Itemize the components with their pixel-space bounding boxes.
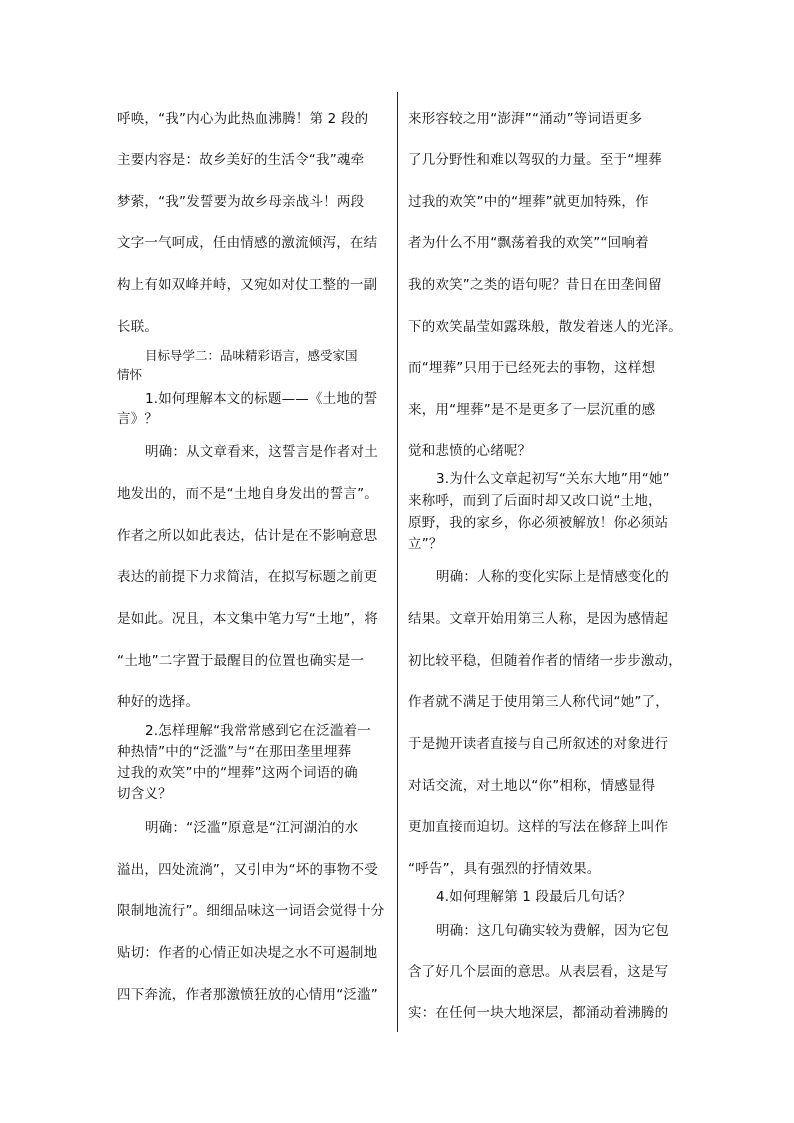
question-line: 立”？ [408, 536, 443, 552]
column-divider [397, 92, 398, 1032]
text-line: 地发出的，而不是“土地自身发出的誓言”。 [117, 486, 378, 502]
text-line: 是如此。况且，本文集中笔力写“土地”，将 [117, 611, 378, 627]
text-line: 明确：从文章看来，这誓言是作者对土 [145, 444, 378, 460]
question-line: 2.怎样理解“我常常感到它在泛滥着一 [145, 723, 371, 739]
text-line: 下的欢笑晶莹如露珠般，散发着迷人的光泽。 [408, 319, 682, 335]
question-line: 来称呼，而到了后面时却又改口说“土地， [408, 493, 662, 509]
text-line: 构上有如双峰并峙，又宛如对仗工整的一副 [117, 277, 378, 293]
text-line: 呼唤，“我”内心为此热血沸腾！第 2 段的 [117, 111, 369, 127]
text-line: 了几分野性和难以驾驭的力量。至于“埋葬 [408, 152, 662, 168]
text-line: 过我的欢笑”中的“埋葬”就更加特殊，作 [408, 194, 649, 210]
text-line: 明确：“泛滥”原意是“江河湖泊的水 [145, 820, 359, 836]
text-line: 作者之所以如此表达，估计是在不影响意思 [117, 528, 378, 544]
text-line: 贴切：作者的心情正如决堤之水不可遏制地 [117, 945, 378, 961]
text-line: “土地”二字置于最醒目的位置也确实是一 [117, 653, 365, 669]
text-line: 文字一气呵成，任由情感的激流倾泻，在结 [117, 235, 378, 251]
question-line: 种热情”中的“泛滥”与“在那田垄里埋葬 [117, 744, 352, 760]
text-line: 限制地流行”。细细品味这一词语会觉得十分 [117, 903, 385, 919]
text-line: 我的欢笑”之类的语句呢？昔日在田垄间留 [408, 277, 662, 293]
text-line: 主要内容是：故乡美好的生活令“我”魂牵 [117, 152, 365, 168]
text-line: 作者就不满足于使用第三人称代词“她”了， [408, 694, 669, 710]
text-line: 明确：这几句确实较为费解，因为它包 [436, 923, 669, 939]
text-line: 四下奔流，作者那激愤狂放的心情用“泛滥” [117, 987, 378, 1003]
text-line: 来，用“埋葬”是不是更多了一层沉重的感 [408, 402, 656, 418]
text-line: 于是抛开读者直接与自己所叙述的对象进行 [408, 736, 669, 752]
text-line: 者为什么不用“飘荡着我的欢笑”“回响着 [408, 235, 649, 251]
section-heading-cont: 情怀 [117, 367, 143, 382]
question-line: 言》？ [117, 411, 159, 427]
question-line: 3.为什么文章起初写“关东大地”用“她” [436, 471, 670, 487]
question-line: 过我的欢笑”中的“埋葬”这两个词语的确 [117, 765, 358, 781]
text-line: 梦萦，“我”发誓要为故乡母亲战斗！两段 [117, 194, 365, 210]
text-line: 初比较平稳，但随着作者的情绪一步步激动， [408, 653, 682, 669]
text-line: 长联。 [117, 319, 159, 335]
text-line: 实：在任何一块大地深层，都涌动着沸腾的 [408, 1005, 669, 1021]
question-line: 切含义？ [117, 786, 172, 802]
question-line: 原野，我的家乡，你必须被解放！你必须站 [408, 515, 669, 531]
text-line: 来形容较之用“澎湃”“涌动”等词语更多 [408, 111, 643, 127]
text-line: “呼告”，具有强烈的抒情效果。 [408, 861, 601, 877]
text-line: 对话交流，对土地以“你”相称，情感显得 [408, 778, 656, 794]
question-line: 1.如何理解本文的标题——《土地的誓 [145, 391, 378, 407]
text-line: 含了好几个层面的意思。从表层看，这是写 [408, 964, 669, 980]
text-line: 更加直接而迫切。这样的写法在修辞上叫作 [408, 819, 669, 835]
text-line: 觉和悲愤的心绪呢？ [408, 443, 532, 459]
section-heading: 目标导学二：品味精彩语言，感受家国 [145, 348, 358, 363]
text-line: 表达的前提下力求简洁，在拟写标题之前更 [117, 569, 378, 585]
text-line: 而“埋葬”只用于已经死去的事物，这样想 [408, 360, 656, 376]
question-line: 4.如何理解第 1 段最后几句话？ [436, 889, 632, 905]
text-line: 结果。文章开始用第三人称，是因为感情起 [408, 611, 669, 627]
text-line: 溢出，四处流淌”，又引申为“坏的事物不受 [117, 862, 378, 878]
text-line: 明确：人称的变化实际上是情感变化的 [436, 569, 669, 585]
text-line: 种好的选择。 [117, 694, 200, 710]
